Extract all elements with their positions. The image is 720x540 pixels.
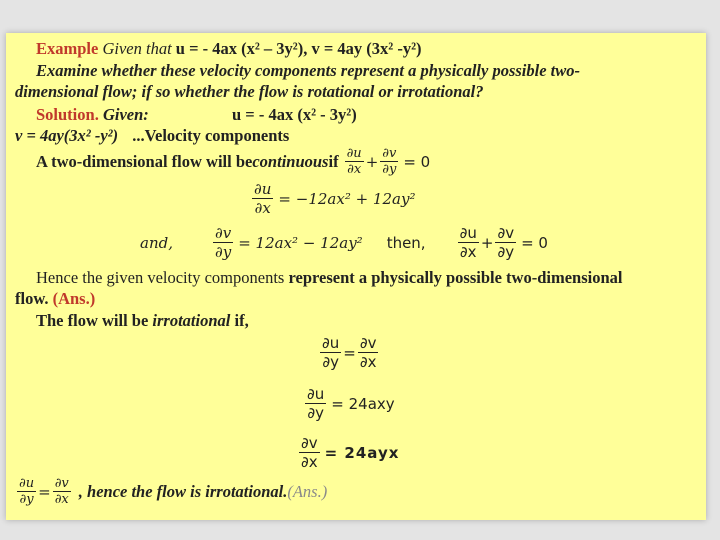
eq3-left-fraction [320, 334, 341, 371]
eq1-fraction [252, 180, 273, 217]
eq2: and, $\frac{\partial v}{\partial y}$ = 12ax² − 12ay² then, $\frac{\partial u}{\partial x}$ + $\frac{\partial v}{\partial y}$ = 0 [140, 224, 548, 261]
problem-line-2: dimensional flow; if so whether the flow is rotational or irrotational? [15, 82, 484, 101]
hence-line [36, 268, 622, 288]
ans-label-2: (Ans.) [287, 481, 328, 501]
eq2-num: ∂v [214, 224, 232, 242]
final-text: , hence the flow is irrotational. [78, 481, 288, 501]
eq5-den: ∂x [301, 453, 318, 471]
hence-text-a: Hence the given velocity components [36, 268, 289, 287]
velocity-note: ...Velocity components [132, 126, 290, 145]
example-label: Example [36, 39, 99, 58]
eq2-then: then, [386, 233, 426, 252]
eq2-eq-tail: = 0 [521, 233, 548, 252]
v-equation-line [15, 126, 289, 146]
final-left-fraction [17, 476, 36, 507]
eq2-fraction [213, 224, 233, 261]
u-equation: u = - 4ax (x² - 3y²) [232, 105, 357, 124]
eq1 [250, 180, 415, 217]
eq4-num: ∂u [307, 385, 325, 403]
eq3-n2: ∂v [359, 334, 377, 352]
final-n1: ∂u [19, 476, 35, 491]
flow-ans-line [15, 289, 95, 309]
final-d1: ∂y [19, 492, 34, 507]
irr-text-c: if, [230, 311, 249, 330]
hence-text-b: represent a physically possible two-dimensional [288, 268, 623, 287]
eq3-right-fraction [358, 334, 379, 371]
eq5 [297, 434, 399, 471]
problem-line-1: Examine whether these velocity components represent a physically possible two- [36, 61, 581, 80]
continuity-line: A two-dimensional flow will be continuous if $\frac{\partial u}{\partial x}$ + $\frac{\partial v}{\partial y}$ = 0 [36, 146, 431, 177]
eq2-dv-dy: $\frac{\partial v}{\partial y}$ [497, 224, 515, 261]
given-equations: u = - 4ax (x² – 3y²), v = 4ay (3x² -y²) [175, 39, 422, 58]
eq3-d2: ∂x [359, 353, 377, 371]
eq3: $\frac{\partial u}{\partial y}$ = $\frac{\partial v}{\partial x}$ [322, 334, 377, 371]
eq2-den: ∂y [214, 243, 232, 261]
irrotational-line [36, 311, 249, 331]
continuity-text-a: A two-dimensional flow will be [36, 151, 253, 171]
eq4-den: ∂y [307, 404, 324, 422]
continuity-text-b: continuous [252, 151, 329, 171]
solution-line [36, 105, 149, 125]
eq3-d1: ∂y [322, 353, 339, 371]
given-that-label: Given that [102, 39, 172, 58]
irr-text-b: irrotational [152, 311, 231, 330]
eq5-fraction [299, 434, 320, 471]
eq5-rhs: = 24ayx [324, 443, 400, 462]
final-line: $\frac{\partial u}{\partial y}$ = $\frac{\partial v}{\partial x}$ , hence the flow is irrotational. (Ans.) [19, 476, 328, 507]
final-d2: ∂x [54, 492, 69, 507]
eq2-and: and, [140, 233, 173, 252]
eq2-du-dx: $\frac{\partial u}{\partial x}$ [459, 224, 477, 261]
eq4-fraction [305, 385, 326, 422]
eq3-n1: ∂u [322, 334, 340, 352]
eq5-num: ∂v [301, 434, 318, 452]
eq1-den: ∂x [254, 199, 271, 217]
given-label: Given: [102, 105, 149, 124]
du-dx-fraction: $\frac{\partial u}{\partial x}$ [346, 146, 362, 177]
ans-label-1: (Ans.) [52, 289, 96, 308]
v-equation: v = 4ay(3x² -y²) [15, 126, 119, 145]
flow-text: flow. [15, 289, 49, 308]
eq1-rhs: = −12ax² + 12ay² [278, 189, 416, 208]
eq4 [303, 385, 395, 422]
continuity-eq-tail: = 0 [403, 152, 431, 171]
eq1-num: ∂u [254, 180, 272, 198]
continuity-text-c: if [328, 151, 339, 171]
eq4-rhs: = 24axy [331, 394, 395, 413]
solution-label: Solution. [36, 105, 99, 124]
example-line [36, 39, 422, 59]
final-right-fraction [53, 476, 71, 507]
dv-dy-fraction: $\frac{\partial v}{\partial y}$ [382, 146, 397, 177]
irr-text-a: The flow will be [36, 311, 153, 330]
final-n2: ∂v [54, 476, 69, 491]
eq2-rhs: = 12ax² − 12ay² [238, 233, 363, 252]
